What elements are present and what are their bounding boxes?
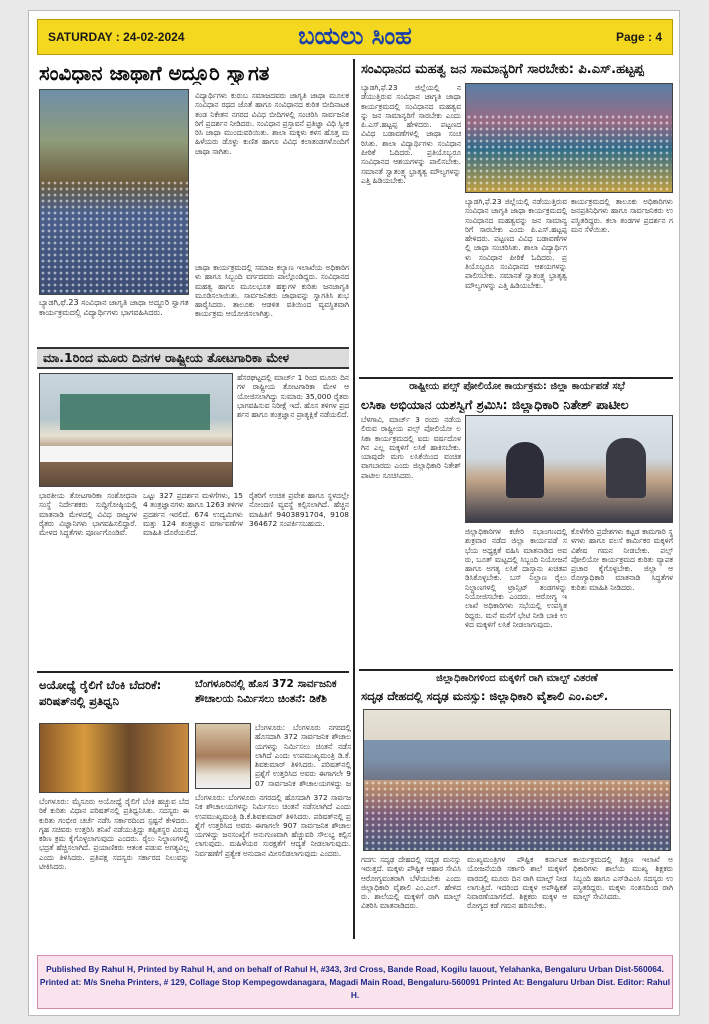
story6-kicker: ರಾಷ್ಟ್ರೀಯ ಪಲ್ಸ್ ಪೋಲಿಯೋ ಕಾರ್ಯಕ್ರಮ: ಜಿಲ್ಲಾ ಕಾರ್ಯಪಡೆ ಸಭೆ	[409, 381, 625, 392]
story6-headline: ಲಸಿಕಾ ಅಭಿಯಾನ ಯಶಸ್ವಿಗೆ ಶ್ರಮಿಸಿ: ಜಿಲ್ಲಾಧಿಕಾರಿ ನಿತೇಶ್ ಪಾಟೀಲ	[361, 397, 629, 412]
story5-headline: ಸಂವಿಧಾನದ ಮಹತ್ವ ಜನ ಸಾಮಾನ್ಯರಿಗೆ ಸಾರಬೇಕು: ಪಿ.ಎಸ್.ಹಟ್ಟಪ್ಪ	[361, 62, 644, 77]
column-divider	[353, 59, 355, 939]
rally-photo	[465, 83, 673, 193]
footer-printer-line: Printed at: M/s Sneha Printers, # 129, Collage Stop Kempegowdanagara, Magadi Main Road, Bengaluru-560091 Printed At: Bengaluru Urban Dist. Editor: Rahul H.	[39, 977, 671, 1000]
jatha-crowd-photo	[39, 89, 189, 295]
story5-body-col1: ಬ್ಯಾಡಗಿ,ಫೆ.23 ಜಿಲ್ಲೆಯಲ್ಲಿ ನಡೆಯುತ್ತಿರುವ ಸಂವಿಧಾನ ಜಾಗೃತಿ ಜಾಥಾ ಕಾರ್ಯಕ್ರಮದಲ್ಲಿ ಸಂವಿಧಾನದ ಮಹತ್ವವನ್ನು ಜನ ಸಾಮಾನ್ಯರಿಗೆ ಸಾರಬೇಕು ಎಂದು ಪಿ.ಎಸ್.ಹಟ್ಟಪ್ಪ ಹೇಳಿದರು. ಪಟ್ಟಣದ ವಿವಿಧ ಬಡಾವಣೆಗಳಲ್ಲಿ ಜಾಥಾ ಸಂಚರಿಸಿತು. ಶಾಲಾ ವಿದ್ಯಾರ್ಥಿಗಳು ಸಂವಿಧಾನ ಪೀಠಿಕೆ ಓದಿದರು. ಪ್ರತಿಯೊಬ್ಬರೂ ಸಂವಿಧಾನದ ಆಶಯಗಳನ್ನು ಪಾಲಿಸಬೇಕು. ಸಮಾನತೆ ಸ್ವಾತಂತ್ರ್ಯ ಭ್ರಾತೃತ್ವ ಮೌಲ್ಯಗಳನ್ನು ಎತ್ತಿ ಹಿಡಿಯಬೇಕು.	[361, 83, 461, 185]
section-rule	[359, 377, 673, 379]
story2-right-col: ಹೆಸರಘಟ್ಟದಲ್ಲಿ ಮಾರ್ಚ್ 1 ರಿಂದ ಮೂರು ದಿನಗಳ ರಾಷ್ಟ್ರೀಯ ತೋಟಗಾರಿಕಾ ಮೇಳ ಆಯೋಜಿಸಲಾಗಿದ್ದು ಸುಮಾರು 35,000 ರೈತರು ಭಾಗವಹಿಸುವ ನಿರೀಕ್ಷೆ ಇದೆ. ಹೊಸ ತಳಿಗಳ ಪ್ರದರ್ಶನ ಹಾಗೂ ತಂತ್ರಜ್ಞಾನ ಪ್ರಾತ್ಯಕ್ಷಿಕೆ ನಡೆಯಲಿದೆ.	[237, 373, 349, 420]
story6-body-col3: ಕೊಳೆಗೇರಿ ಪ್ರದೇಶಗಳು ಕಟ್ಟಡ ಕಾಮಗಾರಿ ಸ್ಥಳಗಳು ಹಾಗೂ ವಲಸೆ ಕಾರ್ಮಿಕರ ಮಕ್ಕಳಿಗೆ ವಿಶೇಷ ಗಮನ ನೀಡಬೇಕು. ಪಲ್ಸ್ ಪೋಲಿಯೋ ಕಾರ್ಯಕ್ರಮದ ಕುರಿತು ವ್ಯಾಪಕ ಪ್ರಚಾರ ಕೈಗೊಳ್ಳಬೇಕು. ಜಿಲ್ಲಾ ಆರೋಗ್ಯಾಧಿಕಾರಿ ಮಾತನಾಡಿ ಸಿದ್ಧತೆಗಳ ಕುರಿತು ಮಾಹಿತಿ ನೀಡಿದರು.	[571, 527, 673, 592]
ragi-malt-event-photo	[363, 709, 671, 851]
story7-body-col2: ಮುಖ್ಯಮಂತ್ರಿಗಳ ಪೌಷ್ಟಿಕ ಕರ್ನಾಟಕ ಯೋಜನೆಯಡಿ ಸರ್ಕಾರಿ ಶಾಲೆ ಮಕ್ಕಳಿಗೆ ವಾರದಲ್ಲಿ ಮೂರು ದಿನ ರಾಗಿ ಮಾಲ್ಟ್ ನೀಡಲಾಗುತ್ತಿದೆ. ಇದರಿಂದ ಮಕ್ಕಳ ಅಪೌಷ್ಟಿಕತೆ ನಿವಾರಣೆಯಾಗಲಿದೆ. ಶಿಕ್ಷಕರು ಮಕ್ಕಳ ಆರೋಗ್ಯದ ಕಡೆ ಗಮನ ಹರಿಸಬೇಕು.	[467, 855, 567, 911]
section-rule	[37, 671, 349, 673]
horticulture-meeting-photo	[39, 373, 233, 487]
story3-body: ಬೆಂಗಳೂರು: ಮೈಸೂರು ಅಯೋಧ್ಯೆ ರೈಲಿಗೆ ಬೆಂಕಿ ಹಚ್ಚುವ ಬೆದರಿಕೆ ಕುರಿತು ವಿಧಾನ ಪರಿಷತ್‌ನಲ್ಲಿ ಪ್ರತಿಧ್ವನಿಸಿತು. ಸದಸ್ಯರು ಈ ಕುರಿತು ಗಂಭೀರ ಚರ್ಚೆ ನಡೆಸಿ ಸರ್ಕಾರದಿಂದ ಸ್ಪಷ್ಟನೆ ಕೇಳಿದರು. ಗೃಹ ಸಚಿವರು ಉತ್ತರಿಸಿ ತನಿಖೆ ನಡೆಯುತ್ತಿದ್ದು ತಪ್ಪಿತಸ್ಥರ ವಿರುದ್ಧ ಕಠಿಣ ಕ್ರಮ ಕೈಗೊಳ್ಳಲಾಗುವುದು ಎಂದರು. ರೈಲು ನಿಲ್ದಾಣಗಳಲ್ಲಿ ಭದ್ರತೆ ಹೆಚ್ಚಿಸಲಾಗಿದೆ. ಪ್ರಯಾಣಿಕರು ಆತಂಕ ಪಡುವ ಅಗತ್ಯವಿಲ್ಲ ಎಂದು ತಿಳಿಸಿದರು. ಪ್ರತಿಪಕ್ಷ ಸದಸ್ಯರು ಸರ್ಕಾರದ ನಿಲುವನ್ನು ಟೀಕಿಸಿದರು.	[39, 797, 189, 872]
story5-body-col2: ಬ್ಯಾಡಗಿ,ಫೆ.23 ಜಿಲ್ಲೆಯಲ್ಲಿ ನಡೆಯುತ್ತಿರುವ ಸಂವಿಧಾನ ಜಾಗೃತಿ ಜಾಥಾ ಕಾರ್ಯಕ್ರಮದಲ್ಲಿ ಸಂವಿಧಾನದ ಮಹತ್ವವನ್ನು ಜನ ಸಾಮಾನ್ಯರಿಗೆ ಸಾರಬೇಕು ಎಂದು ಪಿ.ಎಸ್.ಹಟ್ಟಪ್ಪ ಹೇಳಿದರು. ಪಟ್ಟಣದ ವಿವಿಧ ಬಡಾವಣೆಗಳಲ್ಲಿ ಜಾಥಾ ಸಂಚರಿಸಿತು. ಶಾಲಾ ವಿದ್ಯಾರ್ಥಿಗಳು ಸಂವಿಧಾನ ಪೀಠಿಕೆ ಓದಿದರು. ಪ್ರತಿಯೊಬ್ಬರೂ ಸಂವಿಧಾನದ ಆಶಯಗಳನ್ನು ಪಾಲಿಸಬೇಕು. ಸಮಾನತೆ ಸ್ವಾತಂತ್ರ್ಯ ಭ್ರಾತೃತ್ವ ಮೌಲ್ಯಗಳನ್ನು ಎತ್ತಿ ಹಿಡಿಯಬೇಕು.	[465, 197, 567, 290]
newspaper-title: ಬಯಲು ಸಿಂಹ	[298, 22, 412, 50]
story1-body-col2: ಜಾಥಾ ಕಾರ್ಯಕ್ರಮದಲ್ಲಿ ಸಮಾಜ ಕಲ್ಯಾಣ ಇಲಾಖೆಯ ಅಧಿಕಾರಿಗಳು ಹಾಗೂ ಸಿಬ್ಬಂದಿ ವರ್ಗದವರು ಪಾಲ್ಗೊಂಡಿದ್ದರು. ಸಂವಿಧಾನದ ಮಹತ್ವ ಹಾಗೂ ಮೂಲಭೂತ ಹಕ್ಕುಗಳ ಕುರಿತು ಜನಜಾಗೃತಿ ಮೂಡಿಸಲಾಯಿತು. ಸಾರ್ವಜನಿಕರು ಜಾಥಾವನ್ನು ಸ್ವಾಗತಿಸಿ ಶುಭ ಹಾರೈಸಿದರು. ತಾಲೂಕು ಆಡಳಿತ ವತಿಯಿಂದ ವ್ಯವಸ್ಥಿತವಾಗಿ ಕಾರ್ಯಕ್ರಮ ಆಯೋಜಿಸಲಾಗಿತ್ತು.	[195, 263, 349, 319]
story2-headline: ಮಾ.1ರಿಂದ ಮೂರು ದಿನಗಳ ರಾಷ್ಟ್ರೀಯ ತೋಟಗಾರಿಕಾ ಮೇಳ	[37, 347, 349, 369]
story7-body-col1: ಗದಗ: ಸದೃಢ ದೇಹದಲ್ಲಿ ಸದೃಢ ಮನಸ್ಸು ಇರುತ್ತದೆ. ಮಕ್ಕಳು ಪೌಷ್ಟಿಕ ಆಹಾರ ಸೇವಿಸಿ ಆರೋಗ್ಯವಂತರಾಗಿ ಬೆಳೆಯಬೇಕು ಎಂದು ಜಿಲ್ಲಾಧಿಕಾರಿ ವೈಶಾಲಿ ಎಂ.ಎಲ್. ಹೇಳಿದರು. ಶಾಲೆಯಲ್ಲಿ ಮಕ್ಕಳಿಗೆ ರಾಗಿ ಮಾಲ್ಟ್ ವಿತರಿಸಿ ಮಾತನಾಡಿದರು.	[361, 855, 461, 911]
story1-caption: ಬ್ಯಾಡಗಿ,ಫೆ.23 ಸಂವಿಧಾನ ಜಾಗೃತಿ ಜಾಥಾ ಅದ್ದೂರಿ ಸ್ವಾಗತ ಕಾರ್ಯಕ್ರಮದಲ್ಲಿ ವಿದ್ಯಾರ್ಥಿಗಳು ಭಾಗವಹಿಸಿದರು.	[39, 298, 189, 317]
story3-headline: ಅಯೋಧ್ಯೆ ರೈಲಿಗೆ ಬೆಂಕಿ ಬೆದರಿಕೆ: ಪರಿಷತ್‌ನಲ್ಲಿ ಪ್ರತಿಧ್ವನಿ	[39, 678, 162, 708]
page-number: Page : 4	[615, 30, 662, 44]
section-rule	[359, 669, 673, 671]
story2-body-col1: ಭಾರತೀಯ ತೋಟಗಾರಿಕಾ ಸಂಶೋಧನಾ ಸಂಸ್ಥೆ ನಿರ್ದೇಶಕರು ಸುದ್ದಿಗೋಷ್ಠಿಯಲ್ಲಿ ಮಾತನಾಡಿ ಮೇಳದಲ್ಲಿ ವಿವಿಧ ರಾಜ್ಯಗಳ ರೈತರು ವಿಜ್ಞಾನಿಗಳು ಭಾಗವಹಿಸಲಿದ್ದಾರೆ. ಮೇಳದ ಸಿದ್ಧತೆಗಳು ಪೂರ್ಣಗೊಂಡಿವೆ.	[39, 491, 137, 538]
story4-headline: ಬೆಂಗಳೂರಿನಲ್ಲಿ ಹೊಸ 372 ಸಾರ್ವಜನಿಕ ಶೌಚಾಲಯ ನಿರ್ಮಿಸಲು ಚಿಂತನೆ: ಡಿಕೆಶಿ	[195, 678, 337, 705]
story1-body-col1: ವಿದ್ಯಾರ್ಥಿಗಳು ಕುರುಬ ಸಮಾಜದವರು ಜಾಗೃತಿ ಜಾಥಾ ಮೂಲಕ ಸಂವಿಧಾನ ರಥದ ಜೊತೆ ಹಾಗೂ ಸಂವಿಧಾನದ ಕುರಿತ ಬೀದಿನಾಟಕ ತಂಡ ನಿಕೇತನ ನಗರದ ವಿವಿಧ ಬೀದಿಗಳಲ್ಲಿ ಸಂಚರಿಸಿ ಸಾರ್ವಜನಿಕರಿಗೆ ಪ್ರದರ್ಶನ ನೀಡಿದರು. ಸಂವಿಧಾನ ಪ್ರಸ್ತಾವನೆ ಪ್ರತಿಜ್ಞಾ ವಿಧಿ ಸ್ವೀಕರಿಸಿ ಜಾಥಾ ಮುಂದುವರಿಯಿತು. ಶಾಲಾ ಮಕ್ಕಳು ಕಳಸ ಹೊತ್ತ ಮಹಿಳೆಯರು ಡೊಳ್ಳು ಕುಣಿತ ಹಾಗೂ ವಿವಿಧ ಕಲಾತಂಡಗಳೊಂದಿಗೆ ಜಾಥಾ ಸಾಗಿತು.	[195, 91, 349, 156]
dk-shivakumar-photo	[195, 723, 251, 789]
story4-body-top: ಬೆಂಗಳೂರು: ಬೆಂಗಳೂರು ನಗರದಲ್ಲಿ ಹೊಸದಾಗಿ 372 ಸಾರ್ವಜನಿಕ ಶೌಚಾಲಯಗಳನ್ನು ನಿರ್ಮಿಸಲು ಚಿಂತನೆ ನಡೆಸಲಾಗಿದೆ ಎಂದು ಉಪಮುಖ್ಯಮಂತ್ರಿ ಡಿ.ಕೆ.ಶಿವಕುಮಾರ್ ತಿಳಿಸಿದರು. ಪರಿಷತ್‌ನಲ್ಲಿ ಪ್ರಶ್ನೆಗೆ ಉತ್ತರಿಸಿದ ಅವರು ಈಗಾಗಲೇ 907 ಸಾರ್ವಜನಿಕ ಶೌಚಾಲಯಗಳಿದ್ದು ಜ	[255, 723, 351, 788]
story1-headline: ಸಂವಿಧಾನ ಜಾಥಾಗೆ ಅದ್ದೂರಿ ಸ್ವಾಗತ	[39, 61, 270, 85]
story7-kicker: ಜಿಲ್ಲಾಧಿಕಾರಿಗಳಿಂದ ಮಕ್ಕಳಿಗೆ ರಾಗಿ ಮಾಲ್ಟ್ ವಿತರಣೆ	[436, 673, 598, 684]
story2-body-col3: ರೈತರಿಗೆ ಉಚಿತ ಪ್ರವೇಶ ಹಾಗೂ ಸ್ಥಳದಲ್ಲೇ ನೋಂದಣಿ ವ್ಯವಸ್ಥೆ ಕಲ್ಪಿಸಲಾಗಿದೆ. ಹೆಚ್ಚಿನ ಮಾಹಿತಿಗೆ 9403891704, 9108364672 ಸಂಪರ್ಕಿಸಬಹುದು.	[249, 491, 349, 528]
issue-date: SATURDAY : 24-02-2024	[48, 30, 185, 44]
story2-body-col2: ಒಟ್ಟು 327 ಪ್ರದರ್ಶನ ಮಳಿಗೆಗಳು, 154 ತಂತ್ರಜ್ಞಾನಗಳು ಹಾಗೂ 1263 ತಳಿಗಳ ಪ್ರದರ್ಶನ ಇರಲಿದೆ. 674 ಉದ್ಯಮಿಗಳು ಮತ್ತು 124 ತಂತ್ರಜ್ಞಾನ ವರ್ಗಾವಣೆಗಳ ಮಾಹಿತಿ ದೊರೆಯಲಿದೆ.	[143, 491, 243, 538]
story4-body: ಬೆಂಗಳೂರು: ಬೆಂಗಳೂರು ನಗರದಲ್ಲಿ ಹೊಸದಾಗಿ 372 ಸಾರ್ವಜನಿಕ ಶೌಚಾಲಯಗಳನ್ನು ನಿರ್ಮಿಸಲು ಚಿಂತನೆ ನಡೆಸಲಾಗಿದೆ ಎಂದು ಉಪಮುಖ್ಯಮಂತ್ರಿ ಡಿ.ಕೆ.ಶಿವಕುಮಾರ್ ತಿಳಿಸಿದರು. ಪರಿಷತ್‌ನಲ್ಲಿ ಪ್ರಶ್ನೆಗೆ ಉತ್ತರಿಸಿದ ಅವರು ಈಗಾಗಲೇ 907 ಸಾರ್ವಜನಿಕ ಶೌಚಾಲಯಗಳಿದ್ದು ಜನಸಂಖ್ಯೆಗೆ ಅನುಗುಣವಾಗಿ ಹೆಚ್ಚುವರಿ ಸೌಲಭ್ಯ ಕಲ್ಪಿಸಲಾಗುವುದು. ಮಹಿಳೆಯರ ಸುರಕ್ಷತೆಗೆ ಆದ್ಯತೆ ನೀಡಲಾಗುವುದು. ನಿರ್ವಹಣೆಗೆ ಪ್ರತ್ಯೇಕ ಅನುದಾನ ಮೀಸಲಿಡಲಾಗುವುದು ಎಂದರು.	[195, 793, 351, 858]
footer-publisher-line: Published By Rahul H, Printed by Rahul H, and on behalf of Rahul H, #343, 3rd Cross, Bande Road, Kogilu lauout, Yelahanka, Bengaluru Urban Dist-560064.	[46, 964, 664, 974]
story5-body-col3: ಕಾರ್ಯಕ್ರಮದಲ್ಲಿ ತಾಲೂಕು ಅಧಿಕಾರಿಗಳು ಜನಪ್ರತಿನಿಧಿಗಳು ಹಾಗೂ ಸಾರ್ವಜನಿಕರು ಉಪಸ್ಥಿತರಿದ್ದರು. ಕಲಾ ತಂಡಗಳ ಪ್ರದರ್ಶನ ಗಮನ ಸೆಳೆಯಿತು.	[571, 197, 673, 234]
masthead	[37, 19, 673, 55]
train-photo	[39, 723, 189, 793]
story6-body-col2: ಜಿಲ್ಲಾಧಿಕಾರಿಗಳ ಕಚೇರಿ ಸಭಾಂಗಣದಲ್ಲಿ ಶುಕ್ರವಾರ ನಡೆದ ಜಿಲ್ಲಾ ಕಾರ್ಯಪಡೆ ಸಭೆಯ ಅಧ್ಯಕ್ಷತೆ ವಹಿಸಿ ಮಾತನಾಡಿದ ಅವರು, ಬೂತ್ ಮಟ್ಟದಲ್ಲಿ ಸಿಬ್ಬಂದಿ ನಿಯೋಜನೆ ಹಾಗೂ ಅಗತ್ಯ ಲಸಿಕೆ ದಾಸ್ತಾನು ಖಚಿತಪಡಿಸಿಕೊಳ್ಳಬೇಕು. ಬಸ್ ನಿಲ್ದಾಣ ರೈಲು ನಿಲ್ದಾಣಗಳಲ್ಲಿ ಟ್ರಾನ್ಸಿಟ್ ತಂಡಗಳನ್ನು ನಿಯೋಜಿಸಬೇಕು ಎಂದರು. ಆರೋಗ್ಯ ಇಲಾಖೆ ಅಧಿಕಾರಿಗಳು ಸಭೆಯಲ್ಲಿ ಉಪಸ್ಥಿತರಿದ್ದರು. ಮನೆ ಮನೆಗೆ ಭೇಟಿ ನೀಡಿ ಬಾಕಿ ಉಳಿದ ಮಕ್ಕಳಿಗೆ ಲಸಿಕೆ ನೀಡಲಾಗುವುದು.	[465, 527, 567, 629]
story7-headline: ಸದೃಢ ದೇಹದಲ್ಲಿ ಸದೃಢ ಮನಸ್ಸು: ಜಿಲ್ಲಾಧಿಕಾರಿ ವೈಶಾಲಿ ಎಂ.ಎಲ್.	[361, 689, 609, 703]
dc-meeting-photo	[465, 415, 673, 523]
imprint-footer	[37, 955, 673, 1009]
story6-body-col1: ಬೆಳಗಾವಿ, ಮಾರ್ಚ್ 3 ರಂದು ನಡೆಯಲಿರುವ ರಾಷ್ಟ್ರೀಯ ಪಲ್ಸ್ ಪೋಲಿಯೋ ಲಸಿಕಾ ಕಾರ್ಯಕ್ರಮದಲ್ಲಿ ಐದು ವರ್ಷದೊಳಗಿನ ಎಲ್ಲ ಮಕ್ಕಳಿಗೆ ಲಸಿಕೆ ಹಾಕಿಸಬೇಕು. ಯಾವುದೇ ಮಗು ಲಸಿಕೆಯಿಂದ ವಂಚಿತವಾಗಬಾರದು ಎಂದು ಜಿಲ್ಲಾಧಿಕಾರಿ ನಿತೇಶ್ ಪಾಟೀಲ ಸೂಚಿಸಿದರು.	[361, 415, 461, 480]
newspaper-page	[28, 10, 680, 1016]
story7-body-col3: ಕಾರ್ಯಕ್ರಮದಲ್ಲಿ ಶಿಕ್ಷಣ ಇಲಾಖೆ ಅಧಿಕಾರಿಗಳು ಶಾಲೆಯ ಮುಖ್ಯ ಶಿಕ್ಷಕರು ಸಿಬ್ಬಂದಿ ಹಾಗೂ ಎಸ್‌ಡಿಎಂಸಿ ಸದಸ್ಯರು ಉಪಸ್ಥಿತರಿದ್ದರು. ಮಕ್ಕಳು ಸಂತಸದಿಂದ ರಾಗಿ ಮಾಲ್ಟ್ ಸೇವಿಸಿದರು.	[573, 855, 673, 902]
